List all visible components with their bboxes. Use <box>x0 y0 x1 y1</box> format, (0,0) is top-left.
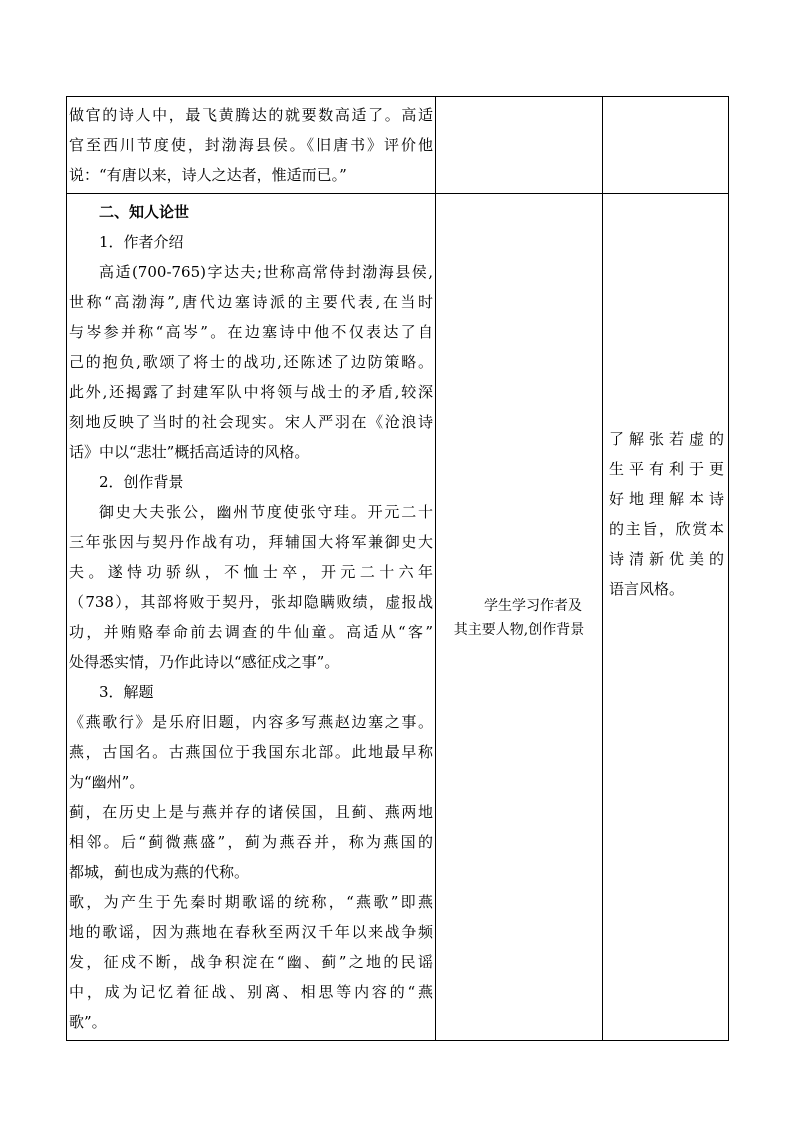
text-line: 己的抱负,歌颂了将士的战功,还陈述了边防策略。 <box>69 353 433 371</box>
text-line: 此外,还揭露了封建军队中将领与战士的矛盾,较深 <box>69 383 433 401</box>
text-line: 地的歌谣，因为燕地在春秋至两汉千年以来战争频 <box>69 923 433 941</box>
activity-cell <box>436 97 603 194</box>
subsection-title: 2．创作背景 <box>99 473 184 491</box>
goal-line: 语言风格。 <box>609 580 685 598</box>
text-line: 夫。遂恃功骄纵，不恤士卒，开元二十六年 <box>69 563 433 581</box>
goal-cell <box>603 97 729 194</box>
text-line: 蓟，在历史上是与燕并存的诸侯国，且蓟、燕两地 <box>69 803 433 821</box>
text-line: 都城，蓟也成为燕的代称。 <box>69 863 250 881</box>
content-cell <box>67 97 436 194</box>
goal-cell <box>603 194 729 1041</box>
text-line: 御史大夫张公，幽州节度使张守珪。开元二十 <box>99 503 433 521</box>
content-cell <box>67 194 436 1041</box>
activity-cell <box>436 194 603 1041</box>
subsection-title: 3．解题 <box>99 683 154 701</box>
goal-line: 的主旨，欣赏本 <box>609 520 724 538</box>
text-line: 做官的诗人中，最飞黄腾达的就要数高适了。高适 <box>69 106 433 124</box>
table-row <box>67 97 729 194</box>
subsection-title: 1．作者介绍 <box>99 233 184 251</box>
goal-line: 生平有利于更 <box>609 460 724 478</box>
text-line: 为“幽州”。 <box>69 773 145 791</box>
text-line: 中，成为记忆着征战、别离、相思等内容的“燕 <box>69 983 433 1001</box>
text-line: 与岑参并称“高岑”。在边塞诗中他不仅表达了自 <box>69 323 433 341</box>
text-line: 《燕歌行》是乐府旧题，内容多写燕赵边塞之事。 <box>69 713 433 731</box>
goal-line: 了解张若虚的 <box>609 430 724 448</box>
text-line: （738），其部将败于契丹，张却隐瞒败绩，虚报战 <box>69 593 433 611</box>
lesson-plan-table <box>66 96 729 1041</box>
activity-line: 学生学习作者及 <box>484 598 582 614</box>
text-line: 刻地反映了当时的社会现实。宋人严羽在《沧浪诗 <box>69 413 433 431</box>
text-line: 燕，古国名。古燕国位于我国东北部。此地最早称 <box>69 743 433 761</box>
text-line: 发，征戍不断，战争积淀在“幽、蓟”之地的民谣 <box>69 953 433 971</box>
text-line: 三年张因与契丹作战有功，拜辅国大将军兼御史大 <box>69 533 433 551</box>
text-line: 处得悉实情，乃作此诗以“感征戍之事”。 <box>69 653 340 671</box>
table-row <box>67 194 729 1041</box>
text-line: 世称“高渤海”,唐代边塞诗派的主要代表,在当时 <box>69 293 433 311</box>
section-heading: 二、知人论世 <box>99 203 190 221</box>
text-line: 高适(700-765)字达夫;世称高常侍封渤海县侯, <box>99 263 433 281</box>
text-line: 话》中以“悲壮”概括高适诗的风格。 <box>69 443 310 461</box>
text-line: 歌，为产生于先秦时期歌谣的统称，“燕歌”即燕 <box>69 893 433 911</box>
text-line: 相邻。后“蓟微燕盛”，蓟为燕吞并，称为燕国的 <box>69 833 433 851</box>
text-line: 歌”。 <box>69 1013 107 1031</box>
goal-line: 诗清新优美的 <box>609 550 724 568</box>
text-line: 说：“有唐以来，诗人之达者，惟适而已。” <box>69 166 347 184</box>
text-line: 功，并贿赂奉命前去调查的牛仙童。高适从“客” <box>69 623 433 641</box>
goal-line: 好地理解本诗 <box>609 490 724 508</box>
activity-line: 其主要人物,创作背景 <box>453 622 585 638</box>
text-line: 官至西川节度使，封渤海县侯。《旧唐书》评价他 <box>69 136 433 154</box>
